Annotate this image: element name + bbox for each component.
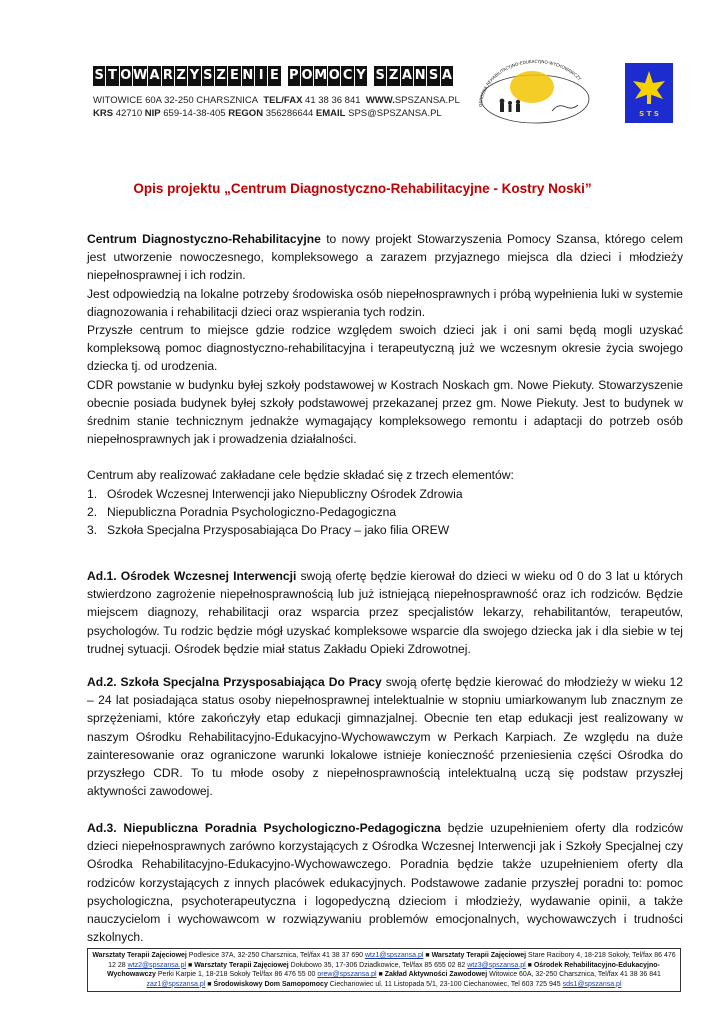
logo-title-letter: I (255, 66, 267, 86)
regon-value: 356286644 (265, 108, 314, 119)
logo-title-letter: T (106, 66, 118, 86)
page-title: Opis projektu „Centrum Diagnostyczno-Rehabilitacyjne - Kostry Noski” (133, 181, 592, 196)
footer-separator: ■ (188, 961, 193, 969)
intro-lead-rest: to nowy projekt Stowarzyszenia Pomocy Szansa, którego celem jest utworzenie nowoczesnego, kompleksowego a zarazem przyjaznego miejsca dla dzieci i młodzieży niepełnosprawnej i ich rodzin. (87, 232, 684, 283)
telfax-label: TEL/FAX (263, 95, 303, 106)
footer-unit-name: Warsztaty Terapii Zajęciowej (194, 961, 289, 969)
ad1-section (87, 567, 683, 658)
need-paragraph: Jest odpowiedzią na lokalne potrzeby środowiska osób niepełnosprawnych i próbą wypełnienia luki w systemie diagnozowania i rehabilitacji dzieci oraz wspierania tych rodzin. (87, 286, 683, 319)
footer-unit-name: Warsztaty Terapii Zajęciowej (431, 952, 527, 959)
footer-unit-name: Warsztaty Terapii Zajęciowej (92, 952, 187, 959)
elements-intro: Centrum aby realizować zakładane cele będzie składać się z trzech elementów: (87, 468, 514, 482)
footer-unit-address: Dołubowo 35, 17-306 Dziadkowice, Tel/fax 85 655 02 82 (288, 961, 468, 969)
emblem-figures (500, 99, 521, 112)
ad3-section (87, 819, 683, 946)
future-paragraph: Przyszłe centrum to miejsce gdzie rodzice względem swoich dzieci jak i oni sami będą mogli uzyskać kompleksową pomoc diagnostyczno-rehabilitacyjna i terapeutyczną już we wczesnym okresie życia swojego dziecka tj. od urodzenia. (87, 323, 683, 374)
logo-title-letter: S (427, 66, 439, 86)
footer-unit-name: Środowiskowy Dom Samopomocy (213, 980, 328, 988)
emblem-arc-text: OŚRODEK REHABILITACYJNO-EDUKACYJNO-WYCHOWAWCZY (477, 58, 583, 108)
email-label: EMAIL (315, 108, 346, 119)
footer-unit-address: Perki Karpie 1, 18-218 Sokoły Tel/fax 86 476 55 00 (155, 971, 318, 979)
org-address: WITOWICE 60A 32-250 CHARSZNICA (93, 95, 259, 106)
logo-title-letter: P (288, 66, 300, 86)
sts-flag-logo (625, 63, 673, 123)
intro-paragraph (87, 230, 683, 285)
footer-unit-email: sds1@spszansa.pl (562, 980, 622, 988)
footer-unit-address: Witowice 60A, 32-250 Charsznica, Tel/fax 41 38 36 841 (487, 971, 661, 979)
logo-title-letter: O (301, 66, 313, 86)
footer-separator: ■ (527, 961, 532, 969)
ad1-text: swoją ofertę będzie kierował do dzieci w wieku od 0 do 3 lat u których stwierdzono zagrożenie niepełnosprawnością lub już istniejącą niepełnosprawność oraz ich rodziców. Będzie miejscem diagnozy, rehabilitacji oraz wsparcia przez specjalistów lekarzy, rehabilitantów, terapeutów, psychologów. Tu rodzic będzie mógł uzyskać kompleksowe wsparcie dla swojego dziecka jak i dla siebie w tej trudnej sytuacji. Ośrodek będzie miał status Zakładu Opieki Zdrowotnej. (87, 569, 684, 656)
logo-title-letter: C (341, 66, 353, 86)
footer-unit-email: wtz1@spszansa.pl (364, 952, 424, 959)
ad2-paragraph (87, 673, 683, 800)
ad3-text: będzie uzupełnieniem oferty dla rodziców dzieci niepełnosprawnych zarówno korzystających z Ośrodka Wczesnej Interwencji jak i Szkoły Specjalnej czy Ośrodka Rehabilitacyjno-Edukacyjno-Wychowawczego. Poradnia będzie także uzupełnieniem oferty dla rodziców korzystających z innych placówek edukacyjnych. Podstawowe zadanie przyszłej poradni to: pomoc psychologiczna, psychoterapeutyczna i logopedyczną dzieciom i młodzieży, wydawanie opinii, a także nauczycielom i wychowawcom w rozwiązywaniu problemów emocjonalnych, wychowawczych i trudności szkolnych. (87, 821, 683, 945)
list-item-text: Niepubliczna Poradnia Psychologiczno-Pedagogiczna (107, 505, 397, 520)
logo-title-letter: W (133, 66, 147, 86)
building-paragraph: CDR powstanie w budynku byłej szkoły podstawowej w Kostrach Noskach gm. Nowe Piekuty. Stowarzyszenie obecnie posiada budynek byłej szkoły podstawowej przekazanej przez gm. Nowe Piekuty. Jest to budynek w średnim stanie technicznym jednakże wymagający kompleksowego remontu i adaptacji do potrzeb osób niepełnosprawnych jak i prowadzenia działalności. (87, 377, 683, 447)
logo-title-letter: S (374, 66, 386, 86)
footer-unit-name: Ośrodek Rehabilitacyjno-Edukacyjno-Wychowawczy (107, 961, 660, 979)
logo-title-letter: A (441, 66, 453, 86)
flag-text: S T S (639, 110, 659, 118)
footer-unit-email: wtz3@spszansa.pl (467, 961, 526, 969)
ad1-paragraph (87, 567, 683, 658)
krs-label: KRS (93, 108, 114, 119)
intro-section (87, 230, 683, 448)
footer-unit-address: Podlesice 37A, 32-250 Charsznica, Tel/fax 41 38 37 690 (186, 952, 365, 959)
logo-title-letter: S (93, 66, 105, 86)
ad3-label: Ad.3. Niepubliczna Poradnia Psychologiczno-Pedagogiczna (87, 821, 441, 835)
logo-title-letter: E (268, 66, 280, 86)
list-item-number: 2. (87, 505, 98, 520)
footer-separator: ■ (378, 971, 383, 979)
logo-title-letter: Z (175, 66, 187, 86)
list-item-text: Ośrodek Wczesnej Interwencji jako Niepubliczny Ośrodek Zdrowia (107, 487, 463, 501)
ad3-paragraph (87, 819, 683, 946)
logo-title-letter: N (242, 66, 254, 86)
footer-unit-email: zaz1@spszansa.pl (146, 980, 206, 988)
logo-title-letter: Z (387, 66, 399, 86)
elements-list (87, 485, 683, 540)
www-label: WWW. (365, 95, 395, 106)
footer-separator: ■ (207, 980, 212, 988)
logo-title-letter: N (414, 66, 426, 86)
nip-value: 659-14-38-405 (163, 108, 226, 119)
logo-title-letter (368, 66, 373, 86)
logo-title-letter: A (401, 66, 413, 86)
logo-title-letter: S (202, 66, 214, 86)
email-value: SPS@SPSZANSA.PL (348, 108, 442, 119)
logo-title-letter: A (148, 66, 160, 86)
intro-lead-bold: Centrum Diagnostyczno-Rehabilitacyjne (87, 232, 321, 246)
logo-title-letter: Y (188, 66, 200, 86)
orew-emblem-logo (470, 55, 600, 125)
list-item-number: 3. (87, 523, 98, 538)
footer-units (87, 948, 681, 992)
logo-title-letter: Y (355, 66, 367, 86)
footer-unit-email: wtz2@spszansa.pl (127, 961, 187, 969)
logo-title-letter (282, 66, 287, 86)
logo-title-letter: Z (215, 66, 227, 86)
telfax-value: 41 38 36 841 (305, 95, 361, 106)
logo-title-letter: O (328, 66, 340, 86)
list-item (87, 503, 683, 521)
footer-unit-name: Zakład Aktywności Zawodowej (384, 971, 488, 979)
logo-title-letter: M (314, 66, 327, 86)
ad2-section (87, 673, 683, 800)
org-registry-line (93, 108, 442, 119)
list-item (87, 485, 683, 503)
ad1-label: Ad.1. Ośrodek Wczesnej Interwencji (87, 569, 297, 583)
footer-unit-email: orew@spszansa.pl (317, 971, 377, 979)
list-item-text: Szkoła Specjalna Przysposabiająca Do Pracy – jako filia OREW (107, 523, 450, 538)
nip-label: NIP (144, 108, 161, 119)
regon-label: REGON (228, 108, 264, 119)
logo-title-letter: E (228, 66, 240, 86)
list-item-number: 1. (87, 487, 98, 501)
logo-title-letter: O (120, 66, 132, 86)
logo-title-letter: R (162, 66, 174, 86)
footer-separator: ■ (425, 952, 430, 959)
footer-unit-address: Stare Racibory 4, 18-218 Sokoły, Tel/fax 86 476 12 28 (108, 952, 676, 969)
krs-value: 42710 (115, 108, 143, 119)
org-logo-title (93, 66, 453, 86)
org-address-line (93, 95, 460, 106)
ad2-label: Ad.2. Szkoła Specjalna Przysposabiająca Do Pracy (87, 675, 382, 689)
list-item (87, 521, 683, 539)
www-value: SPSZANSA.PL (394, 95, 460, 106)
ad2-text: swoją ofertę będzie kierować do młodzieży w wieku 12 – 24 lat posiadająca status osoby niepełnosprawnej intelektualnie w stopniu umiarkowanym lub znacznym ze sprzężeniami, które zakończyły etap edukacji gimnazjalnej. Obecnie ten etap edukacji jest realizowany w naszym Ośrodku Rehabilitacyjno-Edukacyjno-Wychowawczym w Perkach Karpiach. Ze względu na duże zainteresowanie oraz ograniczone warunki lokalowe istnieje konieczność przeniesienia części Ośrodka do przyszłego CDR. To tu młode osoby z niepełnosprawnością intelektualną uczą się podstaw przyszłej aktywności zawodowej. (87, 675, 683, 799)
footer-unit-address: Ciechanowiec ul. 11 Listopada 5/1, 23-100 Ciechanowiec, Tel 603 725 945 (327, 980, 563, 988)
